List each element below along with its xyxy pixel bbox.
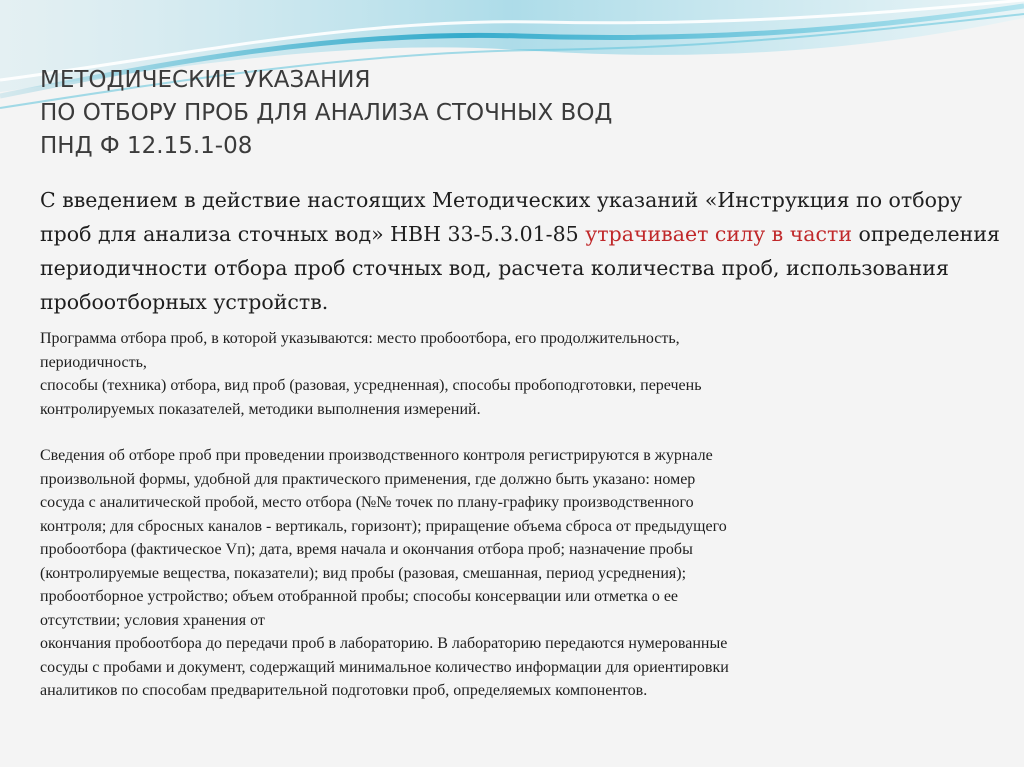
body-line: произвольной формы, удобной для практического применения, где должно быть указано: номер bbox=[40, 470, 696, 488]
body-line: периодичность, bbox=[40, 353, 147, 371]
body-line: отсутствии; условия хранения от bbox=[40, 611, 265, 629]
body-line: контролируемых показателей, методики выполнения измерений. bbox=[40, 400, 481, 418]
lead-highlight: утрачивает силу в части bbox=[585, 222, 852, 246]
lead-text: С введением в действие настоящих Методических указаний «Инструкция по отбору проб для анализа сточных вод» НВН 33-5.3.01-85 bbox=[40, 188, 963, 246]
body-line: контроля; для сбросных каналов - вертикаль, горизонт); приращение объема сброса от предыдущего bbox=[40, 517, 727, 535]
body-line: пробоотбора (фактическое Vп); дата, время начала и окончания отбора проб; назначение пробы bbox=[40, 541, 693, 558]
body-line: аналитиков по способам предварительной подготовки проб, определяемых компонентов. bbox=[40, 682, 648, 699]
lead-paragraph bbox=[40, 183, 1000, 319]
lead-text: определения периодичности отбора проб сточных вод, расчета количества проб, использования пробоотборных устройств. bbox=[40, 222, 1000, 314]
body-line: Сведения об отборе проб при проведении производственного контроля регистрируются в журнале bbox=[40, 447, 713, 464]
body-line: сосуда с аналитической пробой, место отбора (№№ точек по плану-графику производственного bbox=[40, 494, 694, 511]
body-line: Программа отбора проб, в которой указываются: место пробоотбора, его продолжительность, bbox=[40, 330, 680, 347]
slide-title bbox=[40, 64, 980, 163]
slide-title-line: ПНД Ф 12.15.1-08 bbox=[40, 133, 253, 159]
body-line: окончания пробоотбора до передачи проб в лабораторию. В лабораторию передаются нумерованные bbox=[40, 635, 728, 652]
body-text bbox=[40, 327, 990, 703]
body-line: способы (техника) отбора, вид проб (разовая, усредненная), способы пробоподготовки, перечень bbox=[40, 377, 702, 394]
body-line: сосуды с пробами и документ, содержащий минимальное количество информации для ориентировки bbox=[40, 658, 729, 676]
slide-title-line: ПО ОТБОРУ ПРОБ ДЛЯ АНАЛИЗА СТОЧНЫХ ВОД bbox=[40, 100, 613, 126]
slide-title-line: МЕТОДИЧЕСКИЕ УКАЗАНИЯ bbox=[40, 67, 371, 93]
body-line: (контролируемые вещества, показатели); вид пробы (разовая, смешанная, период усреднения); bbox=[40, 564, 687, 582]
body-line: пробоотборное устройство; объем отобранной пробы; способы консервации или отметка о ее bbox=[40, 588, 679, 605]
paragraph-gap bbox=[40, 421, 990, 444]
